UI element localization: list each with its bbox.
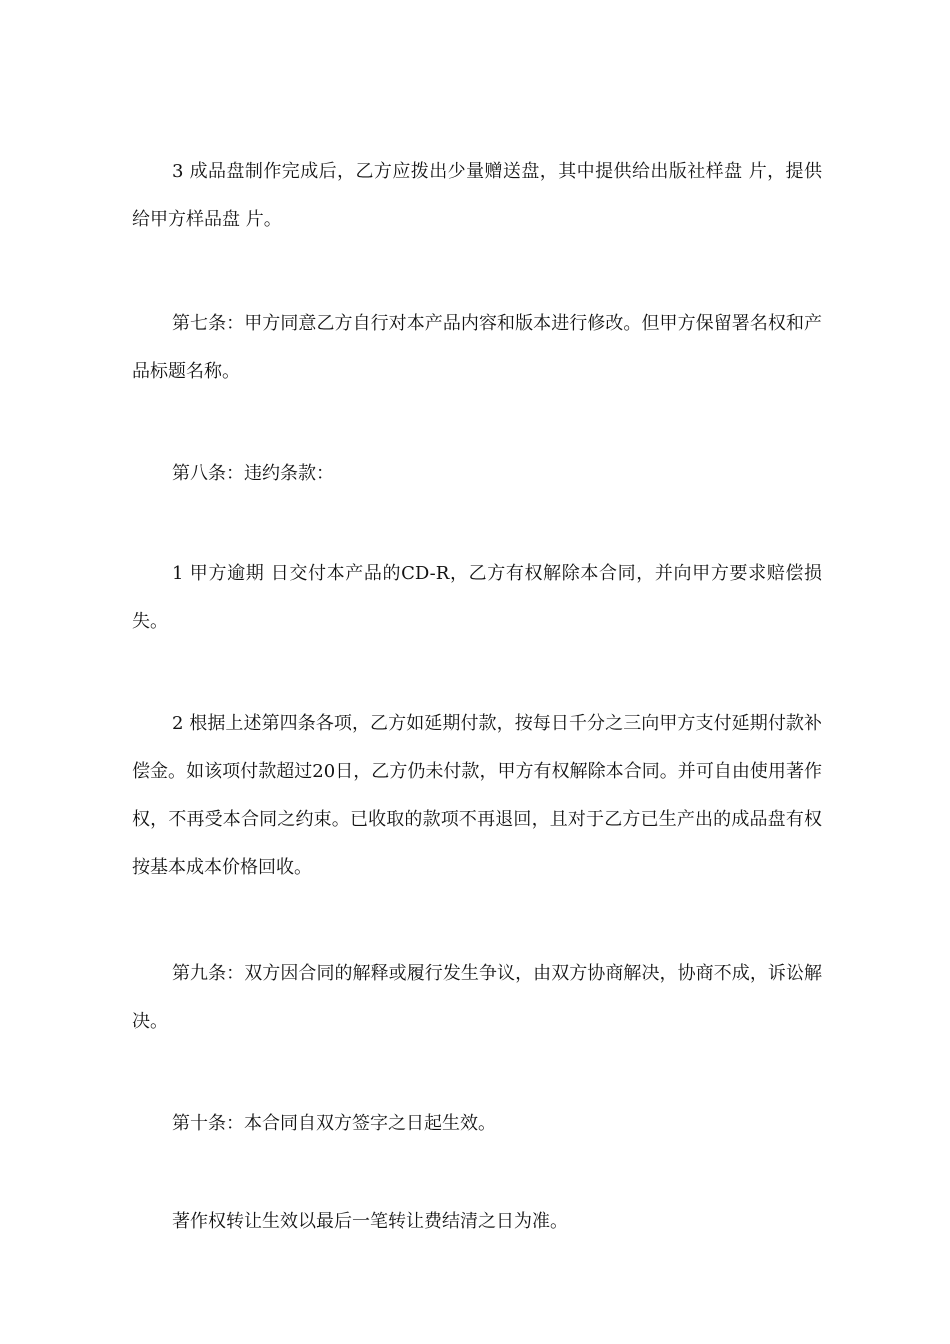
paragraph-article-9: 第九条：双方因合同的解释或履行发生争议，由双方协商解决，协商不成，诉讼解决。 (132, 963, 822, 1032)
paragraph-breach-2: 2 根据上述第四条各项，乙方如延期付款，按每日千分之三向甲方支付延期付款补偿金。如该项付款超过20日，乙方仍未付款，甲方有权解除本合同。并可自由使用著作权，不再受本合同之约束。已收取的款项不再退回，且对于乙方已生产出的成品盘有权按基本成本价格回收。 (132, 713, 822, 878)
paragraph-transfer-effective: 著作权转让生效以最后一笔转让费结清之日为准。 (172, 1211, 568, 1232)
paragraph-article-7: 第七条：甲方同意乙方自行对本产品内容和版本进行修改。但甲方保留署名权和产品标题名称。 (132, 313, 822, 382)
paragraph-article-8-heading: 第八条：违约条款： (172, 463, 334, 484)
paragraph-breach-1: 1 甲方逾期 日交付本产品的CD-R，乙方有权解除本合同，并向甲方要求赔偿损失。 (132, 563, 822, 632)
paragraph-article-10: 第十条：本合同自双方签字之日起生效。 (172, 1113, 496, 1134)
paragraph-gift-discs: 3 成品盘制作完成后，乙方应拨出少量赠送盘，其中提供给出版社样盘 片，提供给甲方样品盘 片。 (132, 161, 822, 230)
